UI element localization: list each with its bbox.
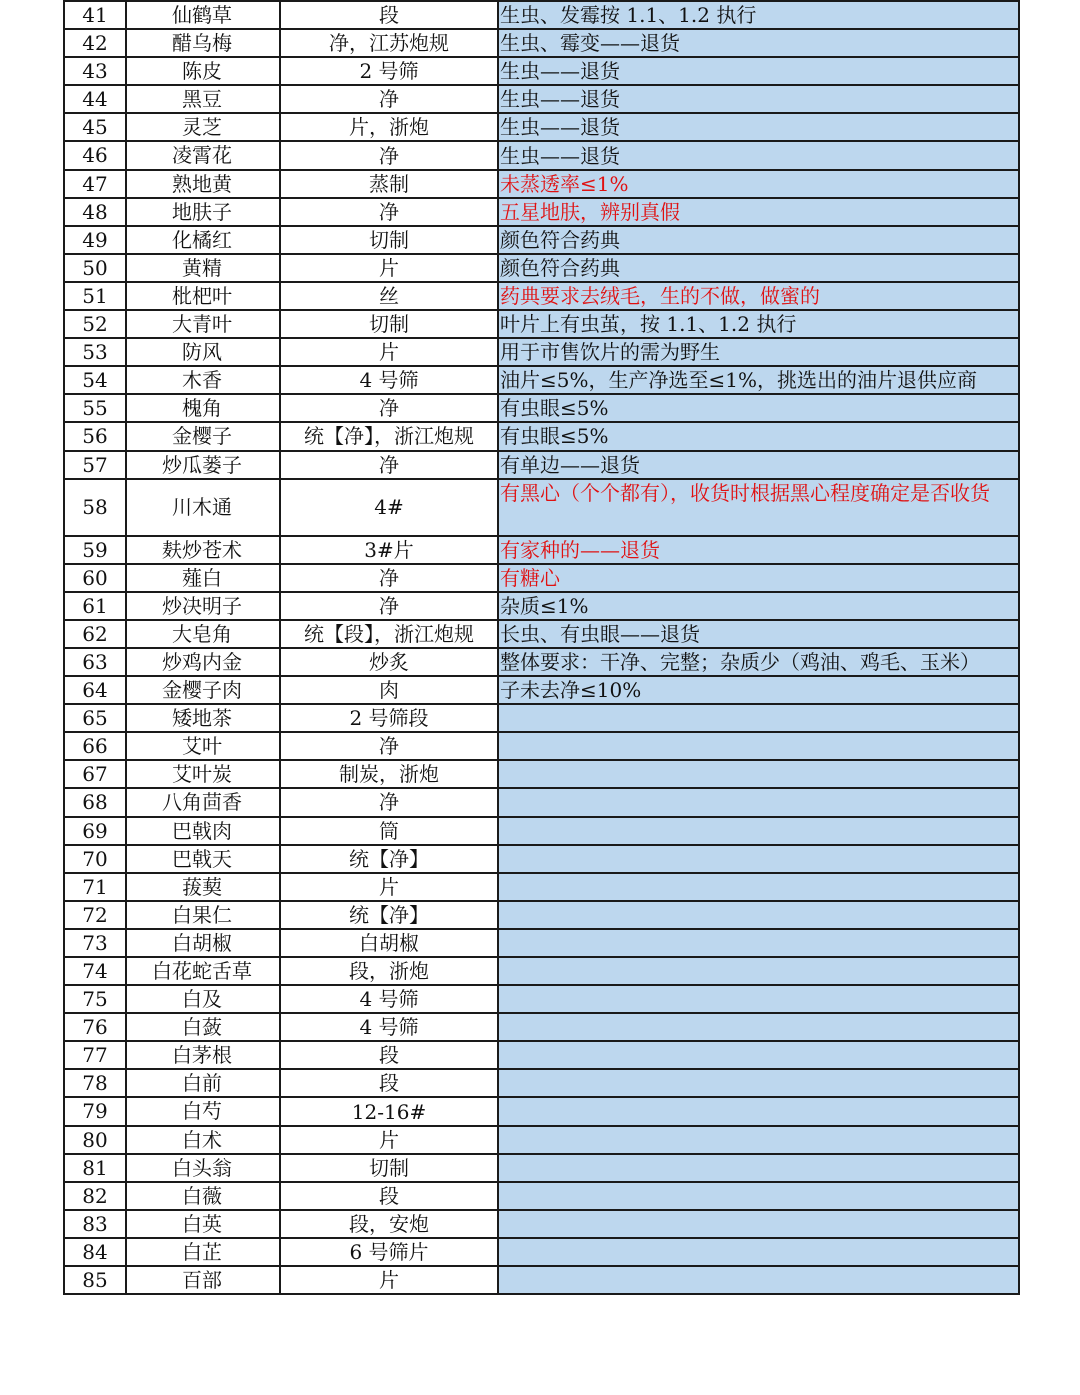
spec-cell: 统【净】，浙江炮规 <box>280 422 498 450</box>
table-row <box>64 170 1019 198</box>
row-number: 72 <box>82 902 108 927</box>
table-row <box>64 704 1019 732</box>
spec-cell: 净 <box>280 394 498 422</box>
table-row <box>64 422 1019 450</box>
row-number: 83 <box>82 1211 108 1236</box>
spec-cell: 净 <box>280 451 498 479</box>
spec-cell: 统【净】 <box>280 901 498 929</box>
herb-name: 麸炒苍术 <box>162 537 242 562</box>
spec-cell: 片，浙炮 <box>280 113 498 141</box>
herb-name: 白及 <box>182 987 222 1012</box>
quality-note-cell: 有单边——退货 <box>498 451 1019 479</box>
herb-name: 地肤子 <box>172 199 232 224</box>
quality-note-cell <box>498 1013 1019 1041</box>
spec-cell: 片 <box>280 338 498 366</box>
table-row <box>64 901 1019 929</box>
quality-note-cell: 整体要求：干净、完整；杂质少（鸡油、鸡毛、玉米） <box>498 648 1019 676</box>
table-row <box>64 1182 1019 1210</box>
row-number: 73 <box>82 930 108 955</box>
row-number: 68 <box>82 790 108 815</box>
spec-cell: 片 <box>280 873 498 901</box>
table-row <box>64 1097 1019 1125</box>
table-row <box>64 85 1019 113</box>
quality-note-cell <box>498 1097 1019 1125</box>
row-number: 60 <box>82 565 108 590</box>
spec-cell: 统【净】 <box>280 845 498 873</box>
quality-note-cell: 生虫——退货 <box>498 113 1019 141</box>
quality-note-cell: 颜色符合药典 <box>498 254 1019 282</box>
quality-note-cell: 未蒸透率≤1% <box>498 170 1019 198</box>
quality-note-cell <box>498 1154 1019 1182</box>
table-row <box>64 845 1019 873</box>
quality-note-cell: 子未去净≤10% <box>498 676 1019 704</box>
herb-name: 矮地茶 <box>172 706 232 731</box>
quality-note-cell <box>498 1182 1019 1210</box>
table-row <box>64 282 1019 310</box>
table-row <box>64 1126 1019 1154</box>
herb-name: 化橘红 <box>172 227 232 252</box>
spec-cell: 筒 <box>280 817 498 845</box>
table-row <box>64 310 1019 338</box>
spec-cell: 6 号筛片 <box>280 1238 498 1266</box>
table-row <box>64 451 1019 479</box>
row-number: 69 <box>82 818 108 843</box>
herb-name: 白花蛇舌草 <box>152 959 252 983</box>
quality-note-cell <box>498 901 1019 929</box>
table-row <box>64 1041 1019 1069</box>
row-number: 49 <box>82 227 108 252</box>
herb-name: 槐角 <box>182 396 222 421</box>
quality-note-cell <box>498 704 1019 732</box>
table-row <box>64 29 1019 57</box>
spec-cell: 段，安炮 <box>280 1210 498 1238</box>
row-number: 50 <box>82 255 108 280</box>
herb-name: 巴戟肉 <box>172 818 232 843</box>
row-number: 82 <box>82 1183 108 1208</box>
table-row <box>64 226 1019 254</box>
table-row <box>64 536 1019 564</box>
spec-cell: 片 <box>280 1126 498 1154</box>
herb-name: 金樱子肉 <box>162 678 242 703</box>
herb-name: 白薇 <box>182 1183 222 1208</box>
herb-name: 白蔹 <box>182 1015 222 1040</box>
quality-note-cell <box>498 1069 1019 1097</box>
quality-note-cell <box>498 845 1019 873</box>
herb-spec-table <box>63 0 1020 1295</box>
table-row <box>64 366 1019 394</box>
herb-name: 白芷 <box>182 1239 222 1264</box>
herb-name: 大青叶 <box>172 312 232 337</box>
quality-note-cell <box>498 788 1019 816</box>
spec-cell: 3#片 <box>280 536 498 564</box>
spec-cell: 净 <box>280 592 498 620</box>
quality-note-cell: 颜色符合药典 <box>498 226 1019 254</box>
quality-note-cell <box>498 929 1019 957</box>
row-number: 52 <box>82 312 108 337</box>
spec-cell: 2 号筛 <box>280 57 498 85</box>
table-row <box>64 760 1019 788</box>
quality-note-cell: 有虫眼≤5% <box>498 394 1019 422</box>
row-number: 54 <box>82 368 108 393</box>
herb-name: 仙鹤草 <box>172 3 232 27</box>
quality-note-cell: 有家种的——退货 <box>498 536 1019 564</box>
row-number: 53 <box>82 340 108 365</box>
row-number: 58 <box>82 494 108 519</box>
table-row <box>64 676 1019 704</box>
quality-note-cell: 油片≤5%，生产净选至≤1%，挑选出的油片退供应商 <box>498 366 1019 394</box>
table-row <box>64 732 1019 760</box>
herb-name: 菝葜 <box>182 874 222 899</box>
row-number: 78 <box>82 1071 108 1096</box>
table-row <box>64 817 1019 845</box>
row-number: 43 <box>82 59 108 84</box>
row-number: 59 <box>82 537 108 562</box>
row-number: 64 <box>82 678 108 703</box>
row-number: 56 <box>82 424 108 449</box>
herb-name: 陈皮 <box>182 59 222 84</box>
herb-name: 白术 <box>182 1127 222 1152</box>
spec-cell: 净 <box>280 732 498 760</box>
spec-cell: 蒸制 <box>280 170 498 198</box>
table-row <box>64 1 1019 29</box>
spec-cell: 净 <box>280 141 498 169</box>
herb-name: 白果仁 <box>172 902 232 927</box>
spec-cell: 4 号筛 <box>280 985 498 1013</box>
herb-name: 灵芝 <box>182 115 222 140</box>
quality-note-cell: 药典要求去绒毛，生的不做，做蜜的 <box>498 282 1019 310</box>
herb-name: 艾叶炭 <box>172 762 232 787</box>
herb-name: 白头翁 <box>172 1155 232 1180</box>
herb-name: 黑豆 <box>182 87 222 112</box>
row-number: 81 <box>82 1155 108 1180</box>
table-row <box>64 394 1019 422</box>
row-number: 84 <box>82 1239 108 1264</box>
row-number: 41 <box>82 3 108 27</box>
row-number: 71 <box>82 874 108 899</box>
row-number: 76 <box>82 1015 108 1040</box>
row-number: 57 <box>82 452 108 477</box>
spec-cell: 段 <box>280 1182 498 1210</box>
quality-note-cell: 生虫——退货 <box>498 85 1019 113</box>
herb-name: 炒决明子 <box>162 593 242 618</box>
spec-cell: 净，江苏炮规 <box>280 29 498 57</box>
row-number: 67 <box>82 762 108 787</box>
row-number: 75 <box>82 987 108 1012</box>
row-number: 63 <box>82 649 108 674</box>
table-row <box>64 1238 1019 1266</box>
herb-name: 醋乌梅 <box>172 31 232 56</box>
row-number: 79 <box>82 1099 108 1124</box>
herb-name: 薤白 <box>182 565 222 590</box>
quality-note-cell <box>498 817 1019 845</box>
spec-cell: 段 <box>280 1 498 29</box>
row-number: 46 <box>82 143 108 168</box>
row-number: 85 <box>82 1268 108 1293</box>
quality-note-cell: 生虫、发霉按 1.1、1.2 执行 <box>498 1 1019 29</box>
spec-cell: 4# <box>280 479 498 536</box>
herb-name: 白芍 <box>182 1099 222 1124</box>
row-number: 51 <box>82 283 108 308</box>
table-body <box>64 1 1019 1294</box>
spec-cell: 白胡椒 <box>280 929 498 957</box>
herb-name: 凌霄花 <box>172 143 232 168</box>
table-row <box>64 1069 1019 1097</box>
spec-cell: 净 <box>280 85 498 113</box>
quality-note-cell <box>498 1126 1019 1154</box>
spec-cell: 切制 <box>280 226 498 254</box>
quality-note-cell: 有糖心 <box>498 564 1019 592</box>
table-row <box>64 479 1019 536</box>
table-row <box>64 788 1019 816</box>
herb-name: 巴戟天 <box>172 846 232 871</box>
table-row <box>64 620 1019 648</box>
table-row <box>64 57 1019 85</box>
spec-cell: 4 号筛 <box>280 1013 498 1041</box>
herb-name: 防风 <box>182 340 222 365</box>
row-number: 55 <box>82 396 108 421</box>
row-number: 65 <box>82 706 108 731</box>
spec-cell: 片 <box>280 1266 498 1294</box>
spec-cell: 净 <box>280 788 498 816</box>
quality-note-cell: 生虫、霉变——退货 <box>498 29 1019 57</box>
herb-name: 艾叶 <box>182 734 222 759</box>
row-number: 62 <box>82 621 108 646</box>
herb-name: 枇杷叶 <box>172 283 232 308</box>
quality-note-cell <box>498 985 1019 1013</box>
row-number: 80 <box>82 1127 108 1152</box>
quality-note-cell <box>498 957 1019 985</box>
spec-cell: 段，浙炮 <box>280 957 498 985</box>
row-number: 70 <box>82 846 108 871</box>
table-row <box>64 985 1019 1013</box>
quality-note-cell: 叶片上有虫茧，按 1.1、1.2 执行 <box>498 310 1019 338</box>
table-row <box>64 564 1019 592</box>
table-row <box>64 198 1019 226</box>
spec-cell: 段 <box>280 1041 498 1069</box>
table-row <box>64 141 1019 169</box>
table-row <box>64 929 1019 957</box>
quality-note-cell: 生虫——退货 <box>498 57 1019 85</box>
table-row <box>64 254 1019 282</box>
quality-note-cell: 长虫、有虫眼——退货 <box>498 620 1019 648</box>
table-row <box>64 1210 1019 1238</box>
spec-cell: 12-16# <box>280 1097 498 1125</box>
quality-note-cell: 五星地肤，辨别真假 <box>498 198 1019 226</box>
spec-cell: 切制 <box>280 1154 498 1182</box>
quality-note-cell: 用于市售饮片的需为野生 <box>498 338 1019 366</box>
quality-note-cell <box>498 1238 1019 1266</box>
quality-note-cell <box>498 1266 1019 1294</box>
herb-name: 白前 <box>182 1071 222 1096</box>
herb-name: 大皂角 <box>172 621 232 646</box>
row-number: 44 <box>82 87 108 112</box>
quality-note-cell <box>498 1210 1019 1238</box>
row-number: 48 <box>82 199 108 224</box>
spec-cell: 制炭，浙炮 <box>280 760 498 788</box>
herb-name: 白茅根 <box>172 1043 232 1068</box>
row-number: 74 <box>82 959 108 983</box>
spec-cell: 肉 <box>280 676 498 704</box>
spec-cell: 净 <box>280 198 498 226</box>
quality-note-cell: 生虫——退货 <box>498 141 1019 169</box>
table-row <box>64 648 1019 676</box>
herb-name: 白胡椒 <box>172 930 232 955</box>
row-number: 66 <box>82 734 108 759</box>
spec-cell: 2 号筛段 <box>280 704 498 732</box>
quality-note-cell <box>498 873 1019 901</box>
spec-cell: 段 <box>280 1069 498 1097</box>
row-number: 42 <box>82 31 108 56</box>
table-row <box>64 113 1019 141</box>
table-row <box>64 957 1019 985</box>
table-row <box>64 1013 1019 1041</box>
spec-cell: 炒炙 <box>280 648 498 676</box>
herb-name: 黄精 <box>182 255 222 280</box>
quality-note-cell <box>498 732 1019 760</box>
spec-cell: 4 号筛 <box>280 366 498 394</box>
quality-note-cell <box>498 760 1019 788</box>
spec-cell: 片 <box>280 254 498 282</box>
herb-name: 炒鸡内金 <box>162 649 242 674</box>
quality-note-cell: 杂质≤1% <box>498 592 1019 620</box>
herb-name: 熟地黄 <box>172 171 232 196</box>
spec-cell: 切制 <box>280 310 498 338</box>
quality-note-cell <box>498 1041 1019 1069</box>
quality-note-cell: 有虫眼≤5% <box>498 422 1019 450</box>
quality-note-cell: 有黑心（个个都有），收货时根据黑心程度确定是否收货 <box>498 479 1019 536</box>
herb-name: 八角茴香 <box>162 790 242 815</box>
table-row <box>64 873 1019 901</box>
spec-cell: 丝 <box>280 282 498 310</box>
spec-cell: 净 <box>280 564 498 592</box>
table-row <box>64 338 1019 366</box>
table-row <box>64 592 1019 620</box>
row-number: 47 <box>82 171 108 196</box>
spec-cell: 统【段】，浙江炮规 <box>280 620 498 648</box>
table-row <box>64 1154 1019 1182</box>
row-number: 61 <box>82 593 108 618</box>
table-row <box>64 1266 1019 1294</box>
herb-name: 炒瓜蒌子 <box>162 452 242 477</box>
herb-name: 川木通 <box>172 494 232 519</box>
row-number: 77 <box>82 1043 108 1068</box>
row-number: 45 <box>82 115 108 140</box>
herb-name: 白英 <box>182 1211 222 1236</box>
herb-name: 金樱子 <box>172 424 232 449</box>
herb-name: 木香 <box>182 368 222 393</box>
herb-name: 百部 <box>182 1268 222 1293</box>
